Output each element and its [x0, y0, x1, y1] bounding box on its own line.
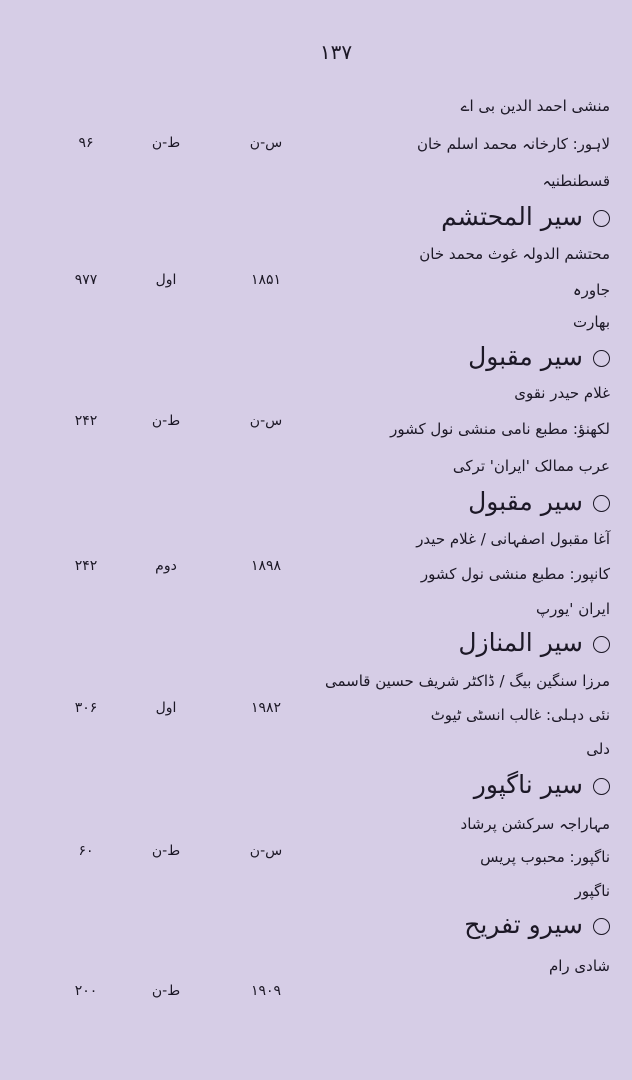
entry-edition: ط-ن	[151, 983, 181, 999]
page-number: ۱۳۷	[319, 40, 353, 64]
entry-author: محتشم الدولہ غوث محمد خان	[419, 245, 610, 263]
entry-author: مہاراجہ سرکشن پرشاد	[460, 815, 610, 833]
circle-bullet-icon	[593, 350, 610, 367]
entry-author: منشی احمد الدین بی اے	[460, 97, 610, 115]
entry-edition: دوم	[155, 558, 177, 574]
entry-pages: ۲۴۲	[74, 413, 98, 429]
entry-place: دلی	[586, 740, 610, 758]
entry-year: ۱۸۵۱	[250, 272, 282, 288]
entry-place: جاورہ	[572, 281, 610, 299]
entry-publisher: کانپور: مطبع منشی نول کشور	[420, 565, 610, 583]
entry-subject: ایران 'یورپ	[536, 600, 610, 618]
entry-edition: اول	[155, 272, 177, 288]
entry-author: آغا مقبول اصفہانی / غلام حیدر	[416, 530, 610, 548]
entry-year: ۱۹۰۹	[250, 983, 282, 999]
entry-year: س-ن	[249, 843, 283, 859]
entry-publisher: لاہور: کارخانہ محمد اسلم خان	[416, 135, 610, 153]
circle-bullet-icon	[593, 778, 610, 795]
entry-year: ۱۹۸۲	[250, 700, 282, 716]
entry-place: قسطنطنیہ	[542, 172, 610, 190]
entry-author: شادی رام	[548, 957, 610, 975]
circle-bullet-icon	[593, 636, 610, 653]
entry-year: ۱۸۹۸	[250, 558, 282, 574]
entry-edition: ط-ن	[151, 413, 181, 429]
entry-pages: ۲۴۲	[74, 558, 98, 574]
entry-publisher: لکھنؤ: مطبع نامی منشی نول کشور	[390, 420, 610, 438]
entry-place: ناگپور	[574, 882, 610, 900]
entry-edition: اول	[155, 700, 177, 716]
entry-subject: عرب ممالک 'ایران' ترکی	[452, 457, 610, 475]
circle-bullet-icon	[593, 210, 610, 227]
entry-pages: ۶۰	[78, 843, 94, 859]
entry-title: سیرو تفریح	[464, 910, 610, 939]
entry-title: سیر المنازل	[458, 628, 610, 657]
entry-title: سیر ناگپور	[474, 770, 610, 799]
entry-title: سیر مقبول	[468, 342, 610, 371]
entry-author: غلام حیدر نقوی	[514, 384, 610, 402]
circle-bullet-icon	[593, 495, 610, 512]
entry-publisher: ناگپور: محبوب پریس	[480, 848, 610, 866]
entry-author: مرزا سنگین بیگ / ڈاکٹر شریف حسین قاسمی	[324, 672, 610, 690]
entry-pages: ۹۷۷	[74, 272, 98, 288]
circle-bullet-icon	[593, 918, 610, 935]
entry-subject: بھارت	[572, 313, 610, 331]
entry-pages: ۳۰۶	[74, 700, 98, 716]
entry-year: س-ن	[249, 135, 283, 151]
entry-publisher: نئی دہلی: غالب انسٹی ٹیوٹ	[430, 706, 610, 724]
entry-edition: ط-ن	[151, 843, 181, 859]
entry-title: سیر مقبول	[468, 487, 610, 516]
entry-title: سیر المحتشم	[441, 202, 610, 231]
entry-year: س-ن	[249, 413, 283, 429]
entry-pages: ۲۰۰	[74, 983, 98, 999]
entry-edition: ط-ن	[151, 135, 181, 151]
entry-pages: ۹۶	[78, 135, 94, 151]
